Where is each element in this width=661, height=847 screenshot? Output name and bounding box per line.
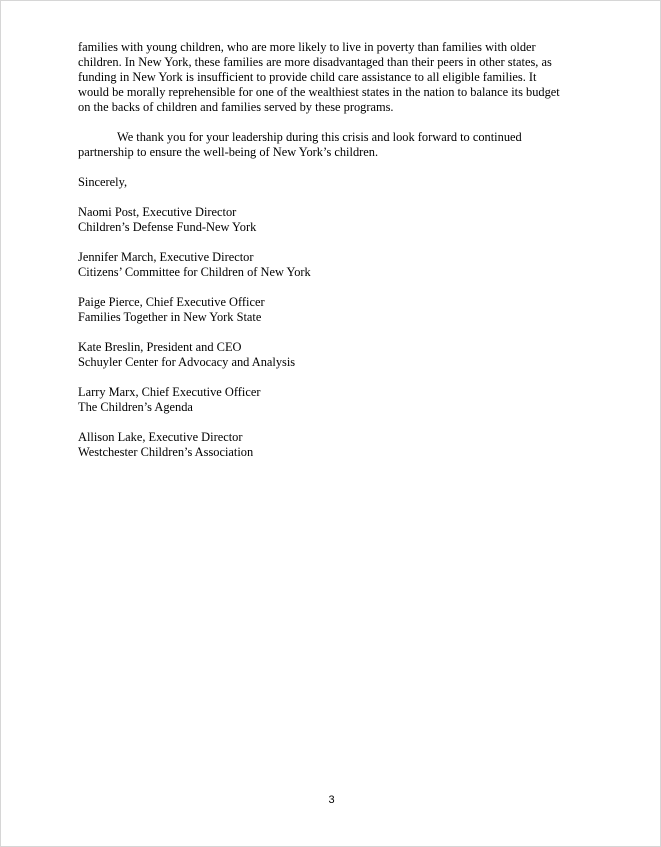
- signatory-name-title: Paige Pierce, Chief Executive Officer: [78, 295, 265, 309]
- signatory-name-title: Naomi Post, Executive Director: [78, 205, 237, 219]
- page-number: 3: [328, 794, 335, 806]
- signatory-organization: Families Together in New York State: [78, 310, 262, 324]
- signatory-name-title: Jennifer March, Executive Director: [78, 250, 254, 264]
- body-text-line: would be morally reprehensible for one of the wealthiest states in the nation to balance its budget: [78, 85, 560, 99]
- body-text-line: children. In New York, these families are more disadvantaged than their peers in other states, as: [78, 55, 552, 69]
- signatory-block: [78, 385, 590, 415]
- closing-text: Sincerely,: [78, 175, 128, 189]
- signatory-block: [78, 250, 590, 280]
- signatory-block: [78, 205, 590, 235]
- signatory-block: [78, 295, 590, 325]
- body-text-line: families with young children, who are more likely to live in poverty than families with older: [78, 40, 536, 54]
- paragraph-thanks: [78, 130, 590, 160]
- signatory-block: [78, 430, 590, 460]
- signatory-organization: Westchester Children’s Association: [78, 445, 254, 459]
- signatory-name-title: Kate Breslin, President and CEO: [78, 340, 242, 354]
- signatory-organization: The Children’s Agenda: [78, 400, 193, 414]
- signatory-organization: Children’s Defense Fund-New York: [78, 220, 257, 234]
- paragraph-spacer: [78, 190, 590, 205]
- signatory-organization: Citizens’ Committee for Children of New York: [78, 265, 311, 279]
- paragraph-spacer: [78, 160, 590, 175]
- paragraph-spacer: [78, 115, 590, 130]
- body-text-line: We thank you for your leadership during this crisis and look forward to continued: [117, 130, 522, 144]
- signatory-name-title: Allison Lake, Executive Director: [78, 430, 243, 444]
- letter-body: [78, 40, 590, 475]
- signatory-name-title: Larry Marx, Chief Executive Officer: [78, 385, 261, 399]
- body-text-line: on the backs of children and families served by these programs.: [78, 100, 394, 114]
- signatory-organization: Schuyler Center for Advocacy and Analysis: [78, 355, 296, 369]
- signatory-block: [78, 340, 590, 370]
- body-text-line: funding in New York is insufficient to provide child care assistance to all eligible families. It: [78, 70, 537, 84]
- closing-salutation: [78, 175, 590, 190]
- paragraph-continuation: [78, 40, 590, 115]
- body-text-line: partnership to ensure the well-being of New York’s children.: [78, 145, 379, 159]
